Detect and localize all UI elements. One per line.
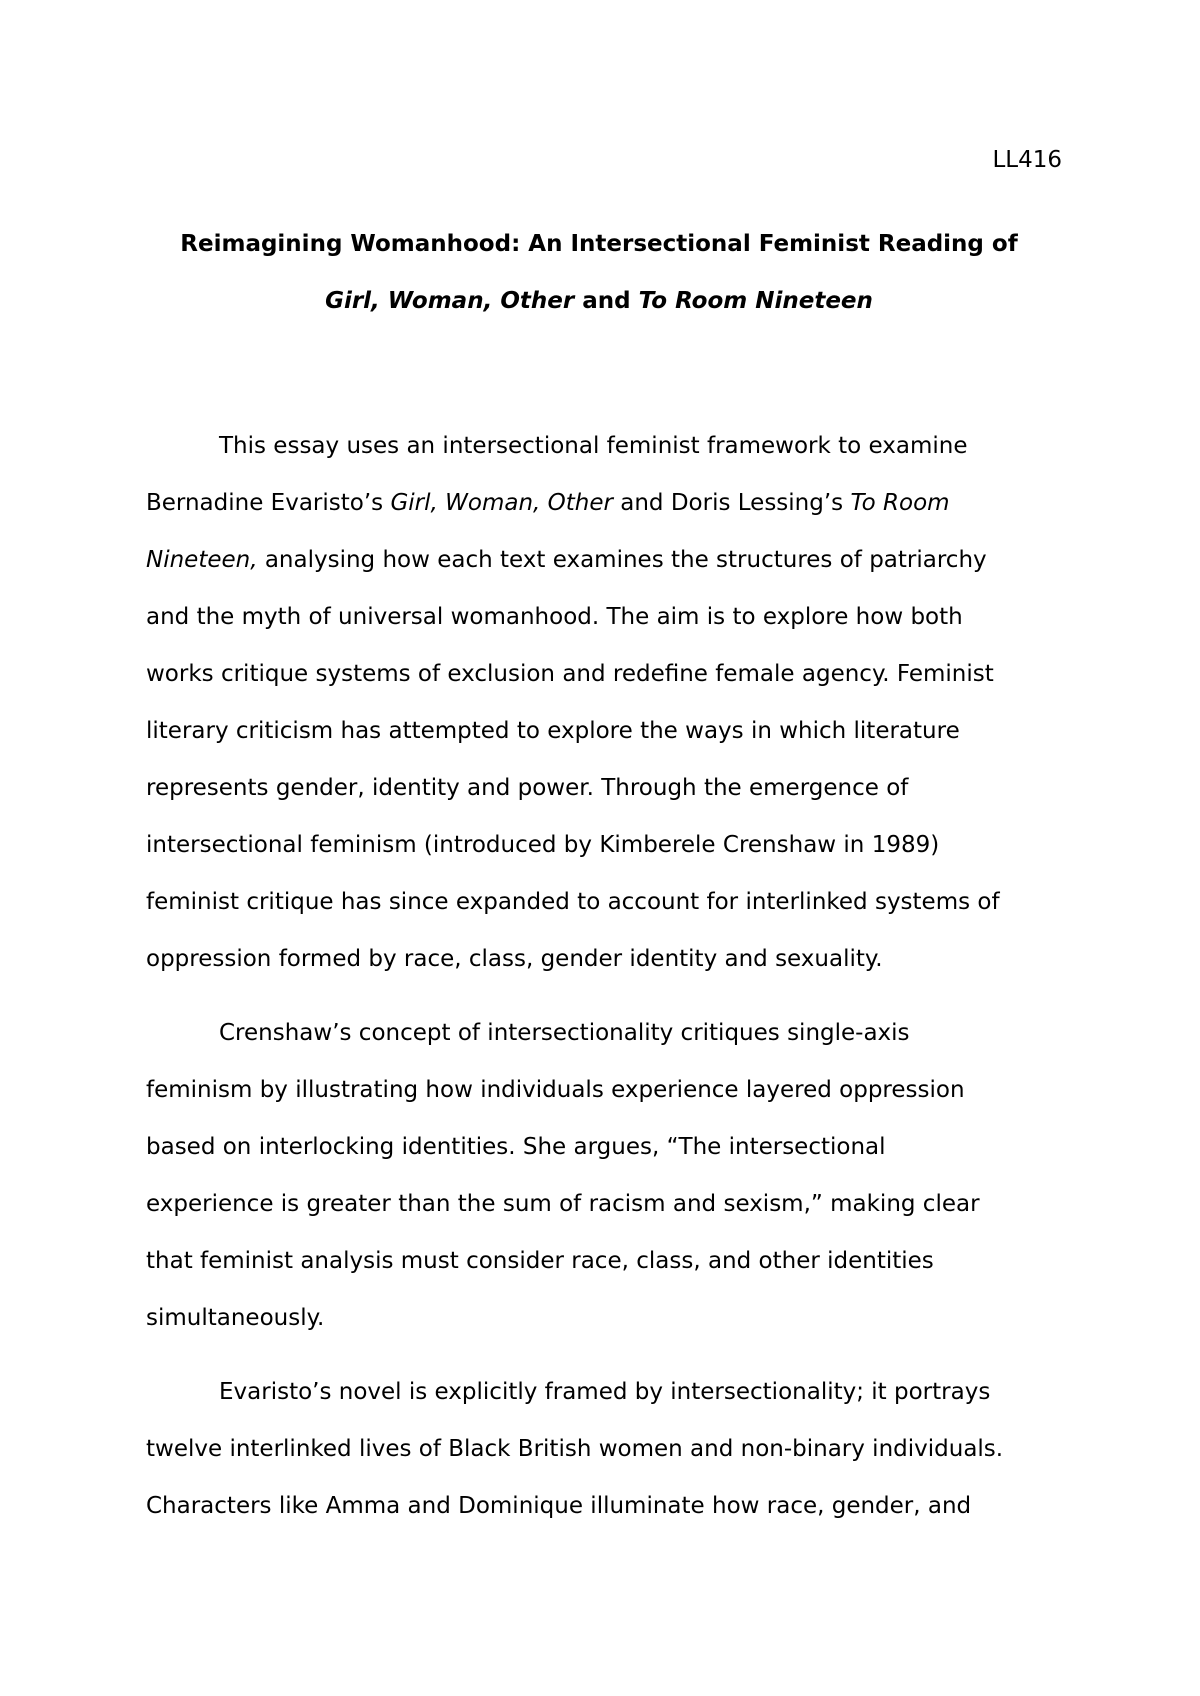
title-work-1: Girl, Woman, Other xyxy=(325,288,575,314)
work-title-italic: To Room xyxy=(850,490,950,516)
paragraph-2 xyxy=(146,1005,1068,1347)
paragraph-line: intersectional feminism (introduced by Kimberele Crenshaw in 1989) xyxy=(146,832,940,858)
paragraph-line: Characters like Amma and Dominique illuminate how race, gender, and xyxy=(146,1493,972,1519)
paragraph-line: that feminist analysis must consider race, class, and other identities xyxy=(146,1248,934,1274)
work-title-italic: Girl, Woman, Other xyxy=(390,490,613,516)
title-line-1: Reimagining Womanhood: An Intersectional Feminist Reading of xyxy=(180,231,1018,257)
paragraph-line: feminist critique has since expanded to account for interlinked systems of xyxy=(146,889,1000,915)
title-connector: and xyxy=(574,288,639,314)
paragraph-line: experience is greater than the sum of racism and sexism,” making clear xyxy=(146,1191,980,1217)
title-work-2: To Room Nineteen xyxy=(638,288,873,314)
paragraph-line: works critique systems of exclusion and redefine female agency. Feminist xyxy=(146,661,994,687)
paragraph-line: represents gender, identity and power. Through the emergence of xyxy=(146,775,909,801)
text-run: and Doris Lessing’s xyxy=(612,490,851,516)
paragraph-line xyxy=(146,532,1068,589)
work-title-italic: Nineteen, xyxy=(146,547,258,573)
paragraph-line: feminism by illustrating how individuals experience layered oppression xyxy=(146,1077,965,1103)
essay-title xyxy=(146,216,1052,330)
paragraph-line: based on interlocking identities. She argues, “The intersectional xyxy=(146,1134,886,1160)
text-run: Bernadine Evaristo’s xyxy=(146,490,391,516)
course-code: LL416 xyxy=(992,147,1062,173)
paragraph-3 xyxy=(146,1364,1068,1535)
paragraph-line: Evaristo’s novel is explicitly framed by intersectionality; it portrays xyxy=(219,1379,991,1405)
paragraph-line: literary criticism has attempted to explore the ways in which literature xyxy=(146,718,960,744)
paragraph-line: simultaneously. xyxy=(146,1305,325,1331)
paragraph-line: This essay uses an intersectional feminist framework to examine xyxy=(219,433,968,459)
paragraph-line xyxy=(146,475,1068,532)
paragraph-line: twelve interlinked lives of Black British women and non-binary individuals. xyxy=(146,1436,1004,1462)
paragraph-line: oppression formed by race, class, gender identity and sexuality. xyxy=(146,946,883,972)
title-line-2 xyxy=(146,273,1052,330)
paragraph-line: Crenshaw’s concept of intersectionality critiques single-axis xyxy=(219,1020,910,1046)
paragraph-line: and the myth of universal womanhood. The aim is to explore how both xyxy=(146,604,963,630)
paragraph-1 xyxy=(146,418,1068,988)
text-run: analysing how each text examines the structures of patriarchy xyxy=(257,547,987,573)
essay-body xyxy=(146,418,1068,1552)
